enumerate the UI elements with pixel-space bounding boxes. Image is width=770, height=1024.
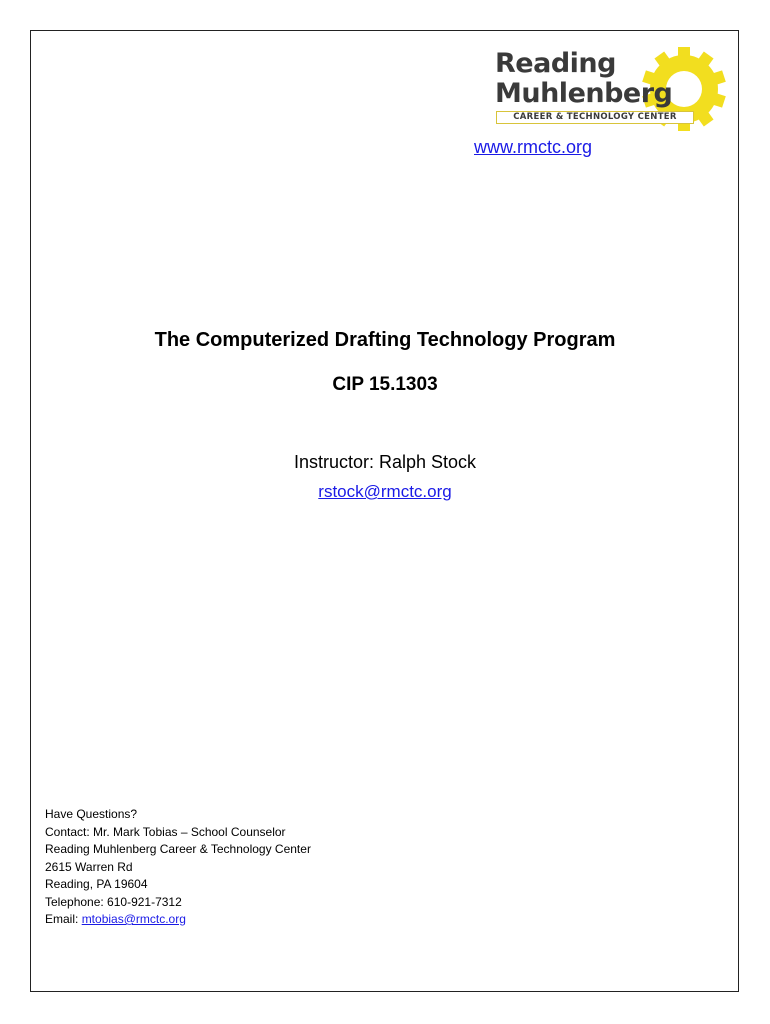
logo-text-reading: Reading [495,48,616,79]
website-link[interactable]: www.rmctc.org [474,137,593,157]
cip-code: CIP 15.1303 [332,374,438,395]
contact-email-link[interactable]: mtobias@rmctc.org [81,912,186,926]
contact-question: Have Questions? [45,807,138,821]
contact-email-label: Email: [45,912,82,926]
logo-tagline: CAREER & TECHNOLOGY CENTER [496,111,694,124]
contact-email-line [45,911,311,929]
instructor-name: Instructor: Ralph Stock [293,452,477,472]
contact-telephone: Telephone: 610-921-7312 [45,894,182,909]
contact-person: Contact: Mr. Mark Tobias – School Counselor [45,824,286,839]
program-title: The Computerized Drafting Technology Program [154,329,616,351]
contact-street: 2615 Warren Rd [45,859,133,874]
instructor-email-link[interactable]: rstock@rmctc.org [318,482,452,501]
logo-text-muhlenberg: Muhlenberg [495,78,673,109]
school-logo [488,46,726,132]
contact-block [45,806,311,929]
contact-organization: Reading Muhlenberg Career & Technology Center [45,842,311,856]
contact-city: Reading, PA 19604 [45,877,148,891]
